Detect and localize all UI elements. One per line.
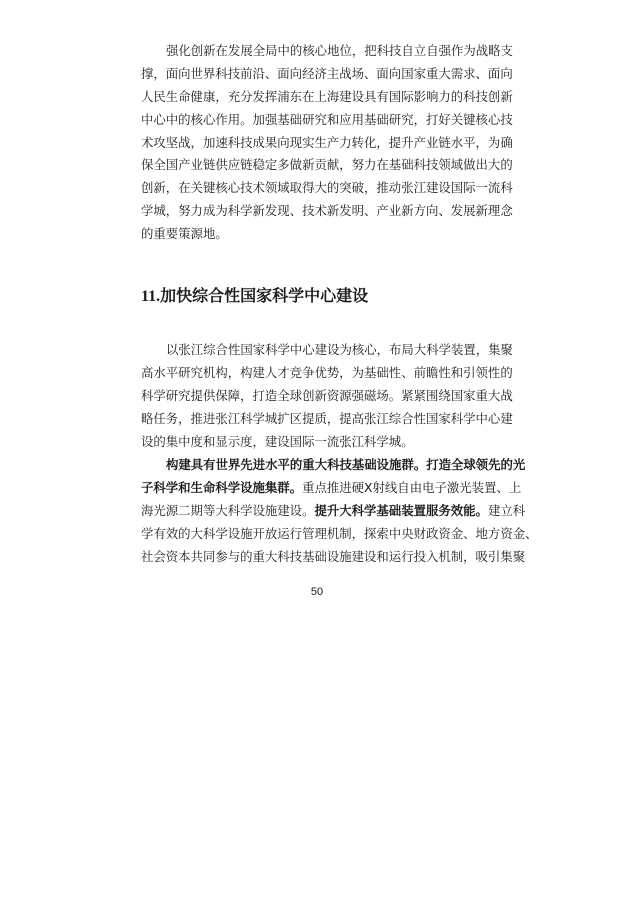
text-line-bold: 构建具有世界先进水平的重大科技基础设施群。打造全球领先的光 (166, 457, 526, 472)
bold-phrase: 子科学和生命科学设施集群。 (141, 479, 303, 495)
section-heading (141, 284, 368, 309)
bold-phrase: 提升大科学基础装置服务效能。 (314, 502, 488, 518)
text-line: 设的集中度和显示度，建设国际一流张江科学城。 (141, 433, 414, 449)
text-run: 重点推进硬X射线自由电子激光装置、上 (302, 479, 522, 495)
text-line: 学有效的大科学设施开放运行管理机制，探索中央财政资金、地方资金、 (141, 525, 538, 541)
page-number: 50 (310, 586, 324, 598)
text-line: 强化创新在发展全局中的核心地位，把科技自立自强作为战略支 (166, 43, 513, 58)
text-line: 科学研究提供保障，打造全球创新资源强磁场。紧紧围绕国家重大战 (141, 387, 513, 403)
paragraph-innovation-core (141, 40, 513, 246)
text-line: 撑，面向世界科技前沿、面向经济主战场、面向国家重大需求、面向 (141, 65, 513, 81)
text-line: 人民生命健康，充分发挥浦东在上海建设具有国际影响力的科技创新 (141, 88, 513, 104)
text-line: 社会资本共同参与的重大科技基础设施建设和运行投入机制，吸引集聚 (141, 548, 526, 564)
text-line: 学城，努力成为科学新发现、技术新发明、产业新方向、发展新理念 (141, 203, 513, 219)
text-line: 的重要策源地。 (141, 226, 228, 242)
section-title: 加快综合性国家科学中心建设 (160, 286, 369, 305)
text-line (141, 477, 522, 500)
text-line: 保全国产业链供应链稳定多做新贡献，努力在基础科技领域做出大的 (141, 157, 513, 173)
text-line: 创新，在关键核心技术领域取得大的突破，推动张江建设国际一流科 (141, 180, 513, 196)
text-line: 中心中的核心作用。加强基础研究和应用基础研究，打好关键核心技 (141, 111, 513, 127)
text-line: 高水平研究机构，构建人才竞争优势，为基础性、前瞻性和引领性的 (141, 364, 513, 380)
section-number: 11. (141, 288, 161, 305)
paragraph-zhangjiang-center (141, 339, 513, 453)
text-run: 建立科 (487, 502, 526, 518)
paragraph-infrastructure (141, 454, 538, 568)
text-line: 以张江综合性国家科学中心建设为核心，布局大科学装置，集聚 (166, 342, 513, 357)
text-line: 略任务，推进张江科学城扩区提质，提高张江综合性国家科学中心建 (141, 410, 513, 426)
text-line (141, 500, 526, 523)
text-run: 海光源二期等大科学设施建设。 (141, 502, 315, 518)
text-line: 术攻坚战，加速科技成果向现实生产力转化，提升产业链水平，为确 (141, 134, 513, 150)
